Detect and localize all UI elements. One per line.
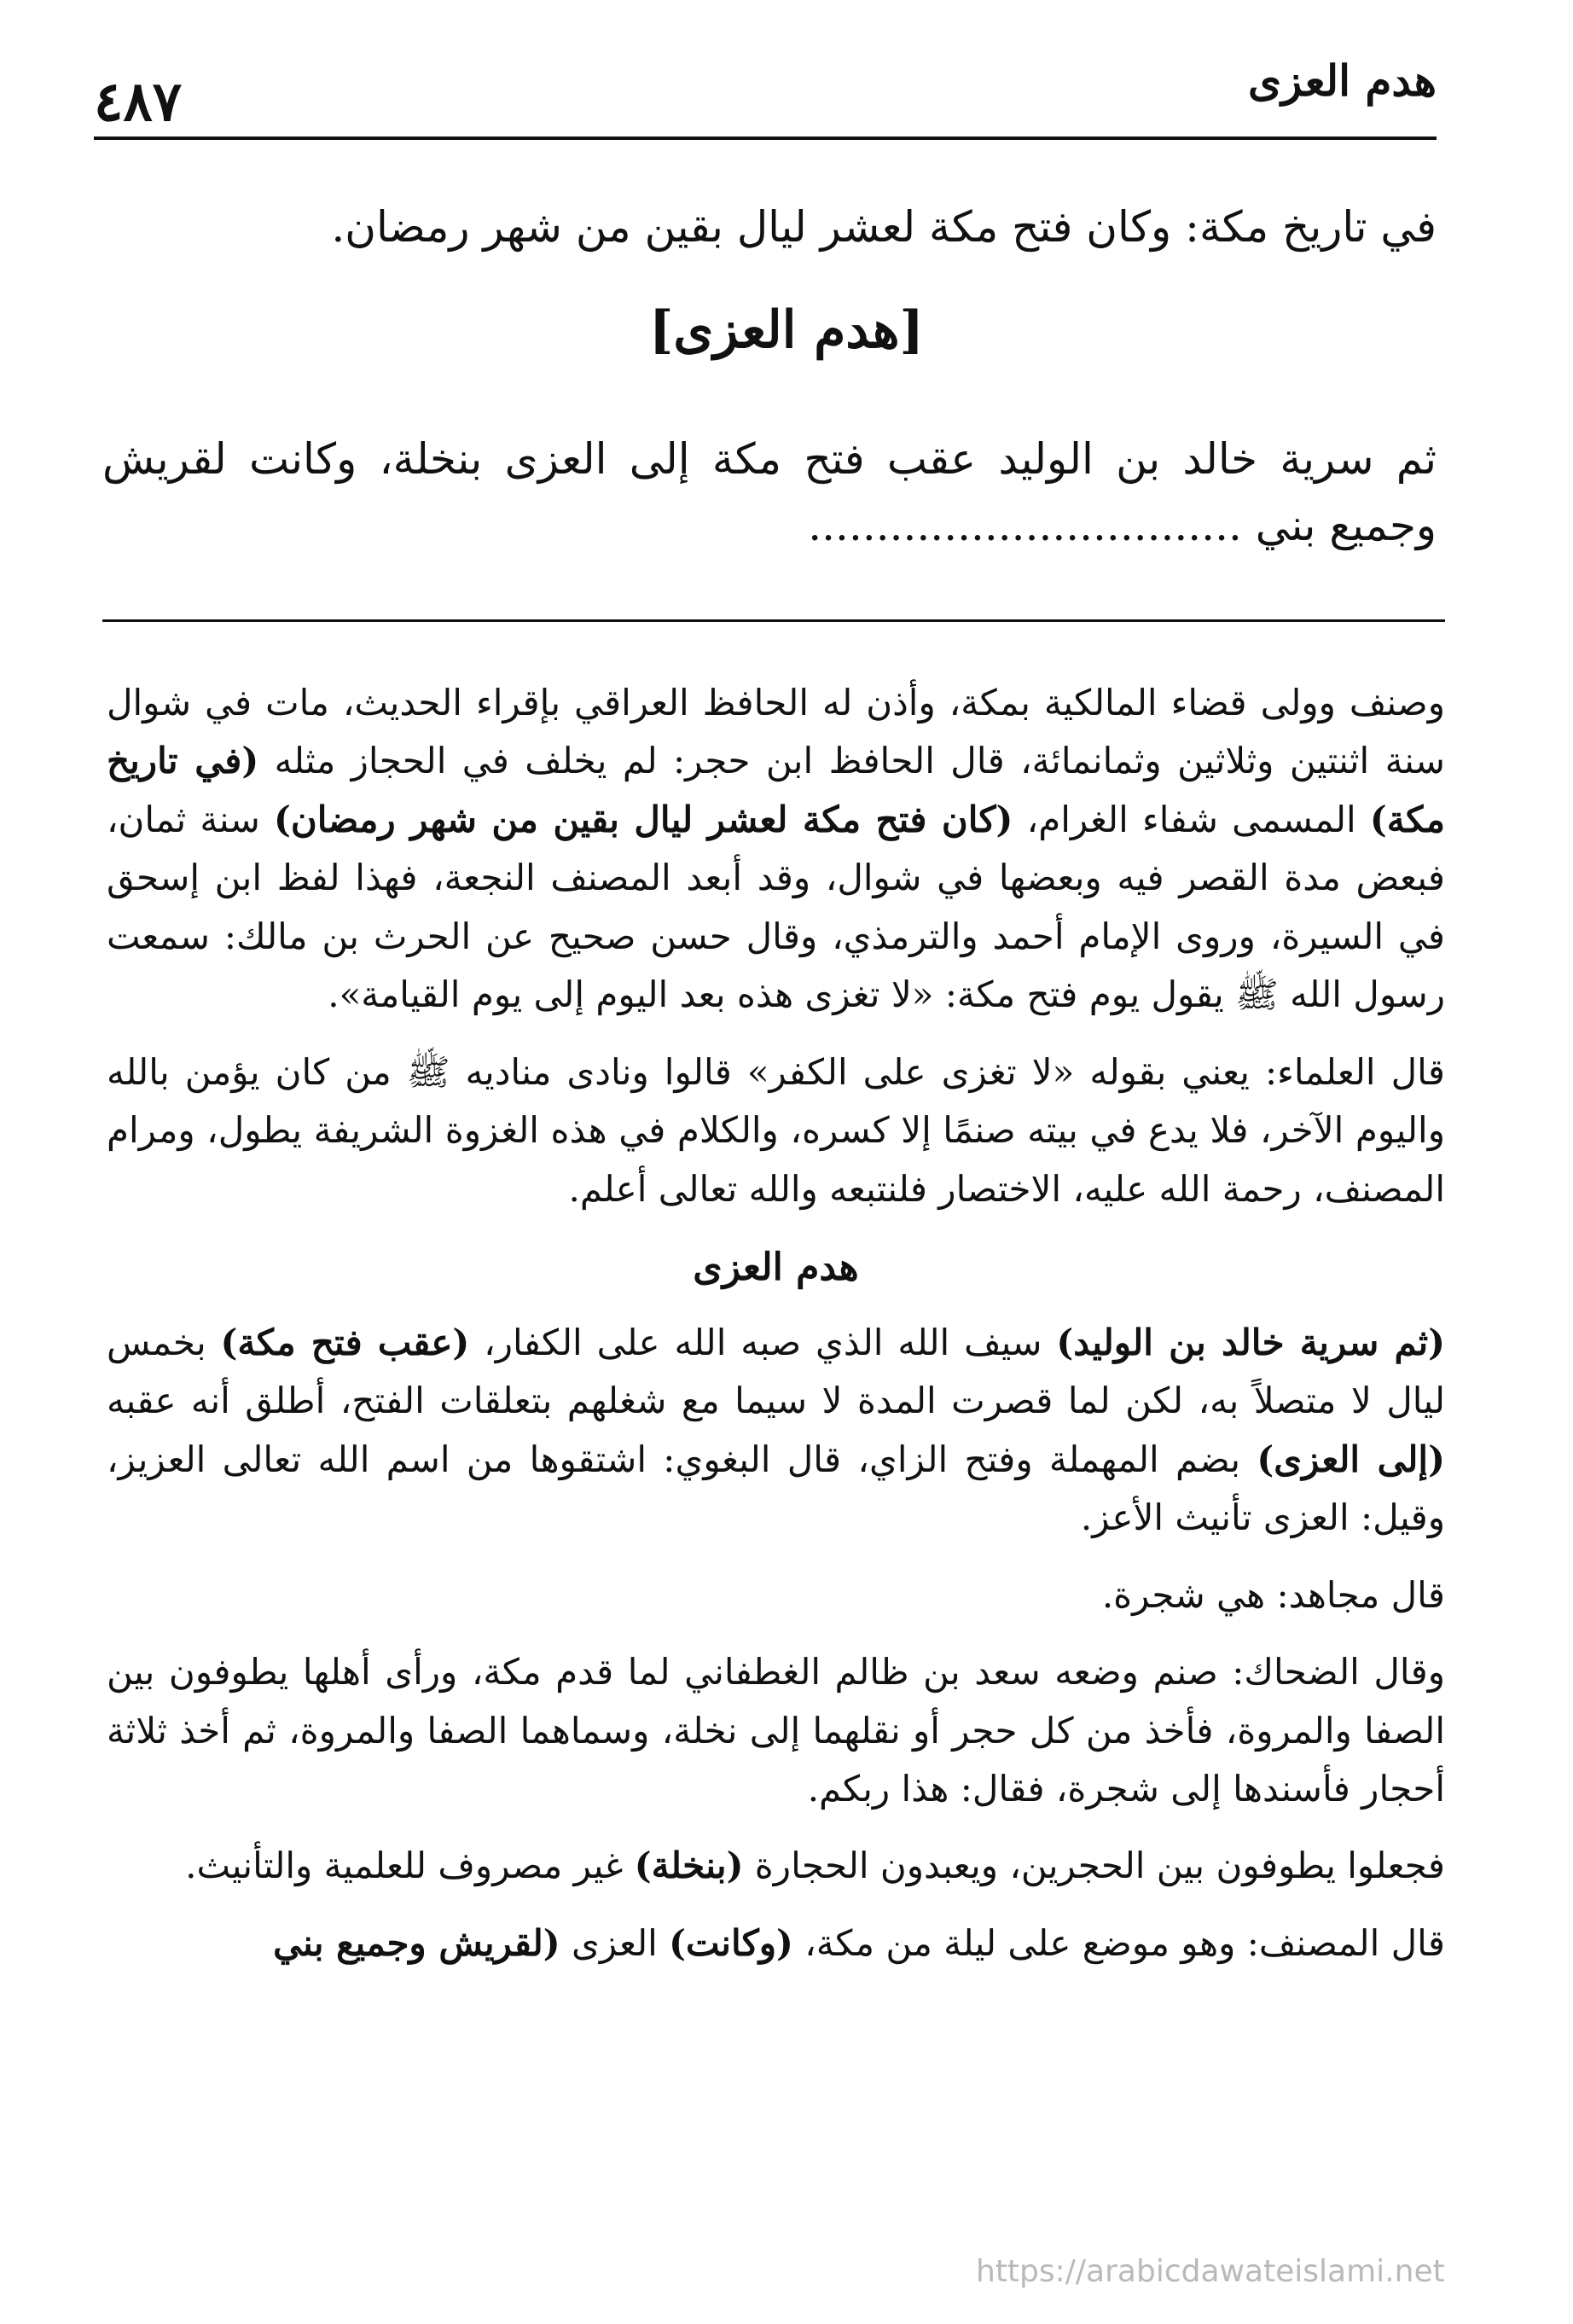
- commentary-paragraph-2: قال العلماء: يعني بقوله «لا تغزى على الكفر» قالوا ونادى مناديه ﷺ من كان يؤمن بالله واليوم الآخر، فلا يدع في بيته صنمًا إلا كسره، والكلام في هذه الغزوة الشريفة يطول، ومرام المصنف، رحمة الله عليه، الاختصار فلنتبعه والله تعالى أعلم.: [107, 1050, 1445, 1210]
- commentary-sub-heading: هدم العزى: [693, 1246, 859, 1290]
- quoted-matn: (في تاريخ مكة): [107, 740, 1445, 840]
- text-run: قال المصنف: وهو موضع على ليلة من مكة،: [792, 1921, 1445, 1964]
- text-run: فجعلوا يطوفون بين الحجرين، ويعبدون الحجارة: [743, 1845, 1445, 1887]
- quoted-matn: (بنخلة): [634, 1845, 744, 1887]
- quoted-matn: (إلى العزى): [1257, 1438, 1445, 1480]
- commentary: [107, 674, 1445, 1991]
- text-run: غير مصروف للعلمية والتأنيث.: [185, 1845, 635, 1887]
- text-run: بضم المهملة وفتح الزاي، قال البغوي: اشتقوها من اسم الله تعالى العزيز، وقيل: العزى تأنيث الأعز.: [107, 1438, 1445, 1539]
- commentary-paragraph-6: [107, 1837, 1445, 1895]
- quoted-matn: (كان فتح مكة لعشر ليال بقين من شهر رمضان): [273, 798, 1013, 840]
- commentary-paragraph-7: [107, 1914, 1445, 1972]
- commentary-paragraph-5: وقال الضحاك: صنم وضعه سعد بن ظالم الغطفاني لما قدم مكة، ورأى أهلها يطوفون بين الصفا والمروة، فأخذ من كل حجر أو نقلهما إلى نخلة، وسماهما الصفا والمروة، ثم أخذ ثلاثة أحجار فأسندها إلى شجرة، فقال: هذا ربكم.: [107, 1651, 1445, 1810]
- text-run: وصنف وولى قضاء المالكية بمكة، وأذن له الحافظ العراقي بإقراء الحديث، مات في شوال سنة اثنتين وثلاثين وثمانمائة، قال الحافظ ابن حجر: لم يخلف في الحجاز مثله: [107, 682, 1445, 782]
- matn-line-1: في تاريخ مكة: وكان فتح مكة لعشر ليال بقين من شهر رمضان.: [331, 202, 1437, 252]
- commentary-paragraph-4: قال مجاهد: هي شجرة.: [1101, 1573, 1445, 1616]
- watermark-url: https://arabicdawateislami.net: [976, 2254, 1445, 2289]
- running-title: هدم العزى: [1248, 55, 1437, 106]
- commentary-paragraph-1: [107, 674, 1445, 1025]
- quoted-matn: (وكانت): [669, 1921, 793, 1964]
- ellipsis-dots: ................................: [808, 500, 1242, 550]
- text-run: سنة ثمان، فبعض مدة القصر فيه وبعضها في شوال، وقد أبعد المصنف النجعة، فهذا لفظ ابن إسحق في السيرة، وروى الإمام أحمد والترمذي، وقال حسن صحيح عن الحرث بن مالك: سمعت رسول الله ﷺ يقول يوم فتح مكة: «لا تغزى هذه بعد اليوم إلى يوم القيامة».: [107, 798, 1445, 1016]
- text-run: بخمس ليال لا متصلاً به، لكن لما قصرت المدة لا سيما مع شغلهم بتعلقات الفتح، أطلق أنه عقبه: [107, 1321, 1445, 1422]
- quoted-matn: (عقب فتح مكة): [220, 1321, 470, 1363]
- page-number: ٤٨٧: [94, 70, 183, 134]
- section-heading: [هدم العزى]: [649, 300, 924, 360]
- quoted-matn: (ثم سرية خالد بن الوليد): [1056, 1321, 1446, 1363]
- text-run: العزى: [560, 1921, 670, 1964]
- text-run: سيف الله الذي صبه الله على الكفار،: [469, 1321, 1057, 1363]
- separator-rule: [102, 619, 1445, 622]
- commentary-paragraph-3: [107, 1314, 1445, 1548]
- header-rule: [94, 137, 1437, 140]
- text-run: المسمى شفاء الغرام،: [1013, 798, 1370, 840]
- quoted-matn: (لقريش وجميع بني: [273, 1921, 560, 1964]
- matn-paragraph-text: ثم سرية خالد بن الوليد عقب فتح مكة إلى العزى بنخلة، وكانت لقريش وجميع بني: [102, 434, 1437, 550]
- matn-paragraph: [102, 427, 1437, 559]
